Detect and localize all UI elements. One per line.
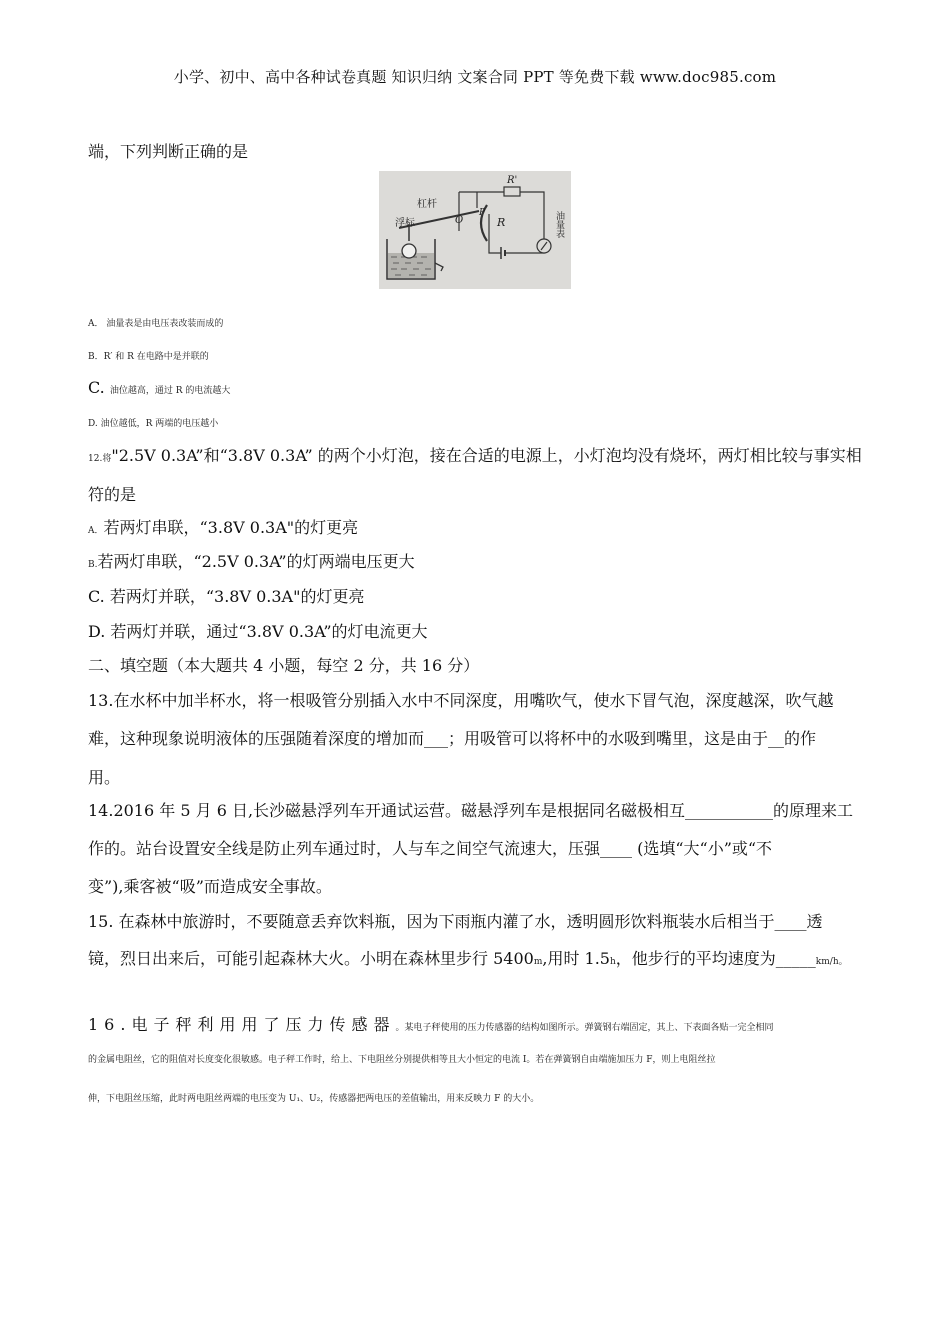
label-lever: 杠杆 (417, 199, 437, 210)
q14-line3: 变”),乘客被“吸”而造成安全事故。 (88, 877, 332, 896)
q15-line1: 15. 在森林中旅游时，不要随意丢弃饮料瓶，因为下雨瓶内灌了水，透明圆形饮料瓶装水后相当于____透 (88, 912, 823, 931)
q12-option-a-letter: A． (88, 526, 104, 536)
q15-line2-a: 镜，烈日出来后，可能引起森林大火。小明在森林里步行 5400 (88, 949, 534, 968)
q14-line2: 作的。站台设置安全线是防止列车通过时，人与车之间空气流速大，压强____ (选填“大“小”或“不 (88, 839, 773, 858)
q12-option-a-text: 若两灯串联，“3.8V 0.3A"的灯更亮 (103, 518, 359, 537)
label-r: R (497, 216, 506, 229)
q11-option-c-letter: C. (88, 378, 105, 397)
q12-stem-line1 (88, 443, 862, 466)
label-o: O (455, 215, 464, 226)
label-r-prime: R' (507, 175, 518, 186)
q12-option-b (88, 549, 415, 572)
q15-unit-m: m (533, 957, 543, 967)
q15-line2 (88, 946, 848, 969)
q11-option-a: A． 油量表是由电压表改装而成的 (88, 319, 224, 329)
q12-option-d: D. 若两灯并联，通过“3.8V 0.3A”的灯电流更大 (88, 622, 428, 641)
question-11-tail: 端，下列判断正确的是 (88, 142, 249, 161)
q14-line1: 14.2016 年 5 月 6 日,长沙磁悬浮列车开通试运营。磁悬浮列车是根据同名磁极相互___________的原理来工 (88, 801, 854, 820)
q12-option-a (88, 515, 358, 538)
oil-gauge-circuit-figure (379, 171, 571, 289)
q16-heading: 16.电子秤利用用了压力传感器 (88, 1015, 396, 1034)
q16-body-1: 。某电子秤使用的压力传感器的结构如图所示。弹簧钢右端固定，其上、下表面各贴一完全相同 (395, 1023, 774, 1033)
q12-option-b-text: 若两灯串联，“2.5V 0.3A”的灯两端电压更大 (97, 552, 415, 571)
q12-stem-text: "2.5V 0.3A”和“3.8V 0.3A” 的两个小灯泡，接在合适的电源上，小灯泡均没有烧坏，两灯相比较与事实相 (111, 446, 862, 465)
q12-option-b-letter: B. (88, 560, 98, 570)
q16-body-3: 伸，下电阻丝压缩，此时两电阻丝两端的电压变为 U₁、U₂，传感器把两电压的差值输出，用来反映力 F 的大小。 (88, 1094, 540, 1104)
q11-option-b: B．R′ 和 R 在电路中是并联的 (88, 352, 209, 362)
q11-option-c (88, 378, 230, 397)
q11-option-c-text: 油位越高，通过 R 的电流越大 (109, 386, 231, 396)
circuit-diagram (379, 171, 571, 289)
q16-line1 (88, 1012, 773, 1035)
float-ball (402, 244, 416, 258)
q11-option-d: D. 油位越低，R 两端的电压越小 (88, 419, 219, 429)
q15-unit-kmh: km/h。 (815, 957, 848, 967)
q16-body-2: 的金属电阻丝，它的阻值对长度变化很敏感。电子秤工作时，给上、下电阻丝分别提供相等且大小恒定的电流 I。若在弹簧钢自由端施加压力 F，则上电阻丝拉 (88, 1055, 716, 1065)
label-p: P (479, 208, 486, 218)
q15-line2-c: ，他步行的平均速度为_____ (615, 949, 816, 968)
label-gauge: 油量表 (554, 211, 564, 238)
page-header: 小学、初中、高中各种试卷真题 知识归纳 文案合同 PPT 等免费下载 www.doc985.com (173, 68, 777, 86)
q13-line3: 用。 (88, 768, 121, 787)
label-float: 浮标 (395, 218, 415, 229)
q13-line1: 13.在水杯中加半杯水，将一根吸管分别插入水中不同深度，用嘴吹气，使水下冒气泡，深度越深，吹气越 (88, 691, 834, 710)
q13-line2: 难，这种现象说明液体的压强随着深度的增加而___；用吸管可以将杯中的水吸到嘴里，这是由于__的作 (88, 729, 817, 748)
q15-unit-h: h (609, 957, 616, 967)
q12-stem-line2: 符的是 (88, 485, 137, 504)
q12-number: 12.将 (88, 454, 112, 464)
q15-line2-b: ,用时 1.5 (542, 949, 610, 968)
section-2-title: 二、填空题（本大题共 4 小题，每空 2 分，共 16 分） (88, 656, 480, 675)
q12-option-c: C. 若两灯并联，“3.8V 0.3A"的灯更亮 (88, 587, 365, 606)
